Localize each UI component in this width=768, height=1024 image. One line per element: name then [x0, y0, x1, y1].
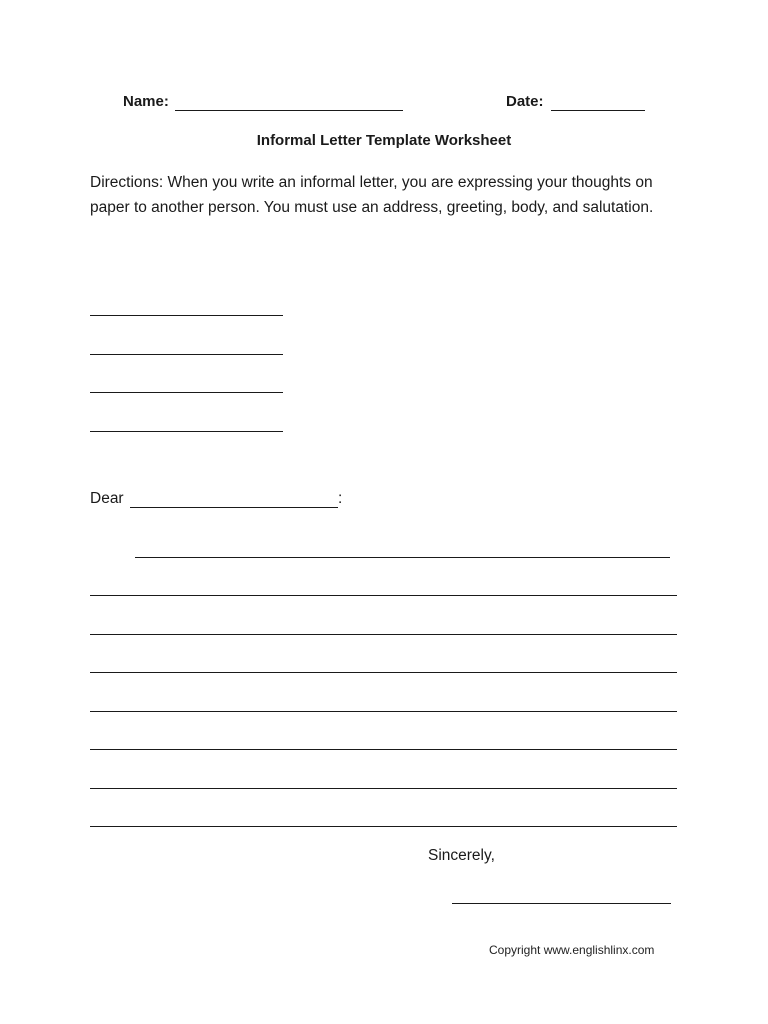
address-line[interactable] — [90, 354, 283, 355]
worksheet-title: Informal Letter Template Worksheet — [256, 132, 512, 149]
date-field[interactable] — [551, 110, 645, 111]
directions-text: Directions: When you write an informal letter, you are expressing your thoughts on paper to another person. You must use an address, greeting, body, and salutation. — [90, 174, 654, 216]
body-line[interactable] — [90, 634, 677, 635]
date-label: Date: — [506, 93, 544, 110]
greeting-name-field[interactable] — [130, 507, 338, 508]
body-line[interactable] — [90, 826, 677, 827]
body-line[interactable] — [90, 749, 677, 750]
address-line[interactable] — [90, 392, 283, 393]
address-line[interactable] — [90, 315, 283, 316]
body-line[interactable] — [90, 788, 677, 789]
body-line[interactable] — [90, 711, 677, 712]
address-line[interactable] — [90, 431, 283, 432]
body-line[interactable] — [90, 672, 677, 673]
body-line[interactable] — [135, 557, 670, 558]
signature-line[interactable] — [452, 903, 671, 904]
body-line[interactable] — [90, 595, 677, 596]
greeting-label: Dear — [90, 490, 124, 507]
copyright-notice: Copyright www.englishlinx.com — [489, 943, 655, 957]
greeting-colon: : — [338, 490, 343, 507]
name-label: Name: — [123, 93, 169, 110]
name-field[interactable] — [175, 110, 403, 111]
closing-text: Sincerely, — [428, 847, 495, 864]
